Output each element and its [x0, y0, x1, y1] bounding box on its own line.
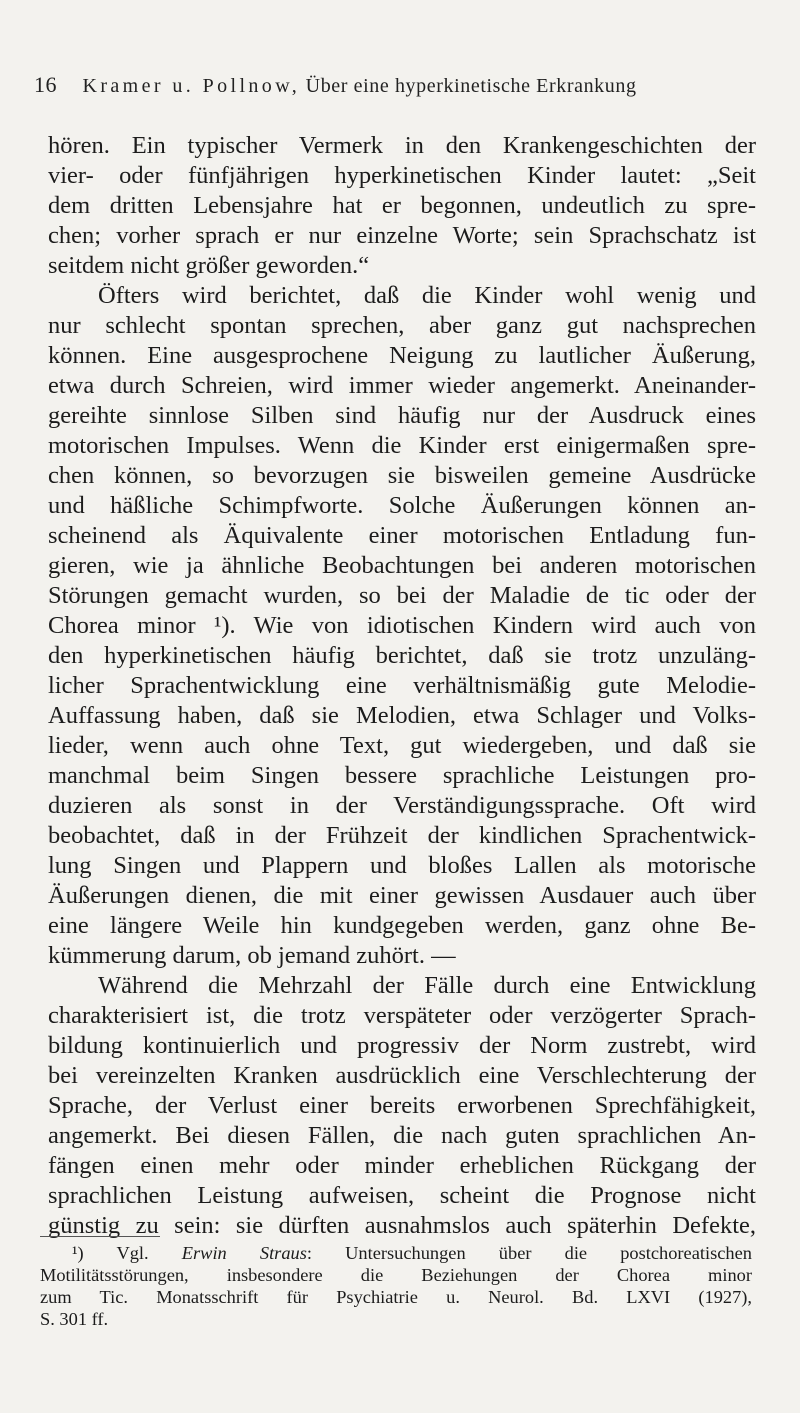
text-line: Sprache, der Verlust einer bereits erworbenen Sprechfähigkeit, — [48, 1092, 756, 1119]
running-head — [34, 72, 734, 102]
text-line: fängen einen mehr oder minder erheblichen Rückgang der — [48, 1152, 756, 1179]
text-line: Äußerungen dienen, die mit einer gewissen Ausdauer auch über — [48, 882, 756, 909]
text-line: bildung kontinuierlich und progressiv der Norm zustrebt, wird — [48, 1032, 756, 1059]
text-line: licher Sprachentwicklung eine verhältnismäßig gute Melodie- — [48, 672, 756, 699]
text-line: den hyperkinetischen häufig berichtet, daß sie trotz unzuläng- — [48, 642, 756, 669]
footnote-marker: ¹) — [72, 1243, 84, 1263]
text-line: hören. Ein typischer Vermerk in den Krankengeschichten der — [48, 132, 756, 159]
text-line: angemerkt. Bei diesen Fällen, die nach guten sprachlichen An- — [48, 1122, 756, 1149]
text-line: lieder, wenn auch ohne Text, gut wiedergeben, und daß sie — [48, 732, 756, 759]
text-line: charakterisiert ist, die trotz verspäteter oder verzögerter Sprach- — [48, 1002, 756, 1029]
body-text — [48, 131, 756, 1241]
text-line: und häßliche Schimpfworte. Solche Äußerungen können an- — [48, 492, 756, 519]
text-line: gieren, wie ja ähnliche Beobachtungen bei anderen motorischen — [48, 552, 756, 579]
text-line: Auffassung haben, daß sie Melodien, etwa Schlager und Volks- — [48, 702, 756, 729]
text-line: günstig zu sein: sie dürften ausnahmslos auch späterhin Defekte, — [48, 1212, 756, 1239]
text-line: Öfters wird berichtet, daß die Kinder wohl wenig und — [98, 282, 756, 309]
running-head-title: Über eine hyperkinetische Erkrankung — [305, 75, 637, 97]
footnote-line: Motilitätsstörungen, insbesondere die Beziehungen der Chorea minor — [40, 1265, 752, 1285]
footnote-prefix: Vgl. — [116, 1243, 149, 1263]
text-line: beobachtet, daß in der Frühzeit der kindlichen Sprachentwick- — [48, 822, 756, 849]
footnote — [40, 1242, 752, 1330]
text-line: lung Singen und Plappern und bloßes Lallen als motorische — [48, 852, 756, 879]
text-line: vier- oder fünfjährigen hyperkinetischen Kinder lautet: „Seit — [48, 162, 756, 189]
text-line: etwa durch Schreien, wird immer wieder angemerkt. Aneinander- — [48, 372, 756, 399]
text-line: motorischen Impulses. Wenn die Kinder erst einigermaßen spre- — [48, 432, 756, 459]
text-line: manchmal beim Singen bessere sprachliche Leistungen pro- — [48, 762, 756, 789]
text-line: Störungen gemacht wurden, so bei der Maladie de tic oder der — [48, 582, 756, 609]
page-number: 16 — [34, 72, 57, 97]
text-line: seitdem nicht größer geworden.“ — [48, 252, 370, 279]
footnote-line — [40, 1242, 752, 1264]
text-line: kümmerung darum, ob jemand zuhört. — — [48, 942, 456, 969]
text-line: chen; vorher sprach er nur einzelne Worte; sein Sprachschatz ist — [48, 222, 756, 249]
text-line: duzieren als sonst in der Verständigungssprache. Oft wird — [48, 792, 756, 819]
footnote-title: : Untersuchungen über die postchoreatischen — [306, 1243, 752, 1263]
text-line: können. Eine ausgesprochene Neigung zu lautlicher Äußerung, — [48, 342, 756, 369]
footnote-author: Erwin Straus — [181, 1243, 307, 1263]
footnote-line: zum Tic. Monatsschrift für Psychiatrie u. Neurol. Bd. LXVI (1927), — [40, 1287, 752, 1307]
text-line: scheinend als Äquivalente einer motorischen Entladung fun- — [48, 522, 756, 549]
text-line: eine längere Weile hin kundgegeben werden, ganz ohne Be- — [48, 912, 756, 939]
text-line: Chorea minor ¹). Wie von idiotischen Kindern wird auch von — [48, 612, 756, 639]
footnote-line: S. 301 ff. — [40, 1309, 109, 1329]
text-line: sprachlichen Leistung aufweisen, scheint die Prognose nicht — [48, 1182, 756, 1209]
text-line: nur schlecht spontan sprechen, aber ganz gut nachsprechen — [48, 312, 756, 339]
text-line: dem dritten Lebensjahre hat er begonnen, undeutlich zu spre- — [48, 192, 756, 219]
text-line: gereihte sinnlose Silben sind häufig nur der Ausdruck eines — [48, 402, 756, 429]
text-line: Während die Mehrzahl der Fälle durch eine Entwicklung — [98, 972, 756, 999]
running-head-authors: Kramer u. Pollnow, — [82, 75, 301, 97]
text-line: bei vereinzelten Kranken ausdrücklich eine Verschlechterung der — [48, 1062, 756, 1089]
footnote-rule — [40, 1236, 160, 1237]
text-line: chen können, so bevorzugen sie bisweilen gemeine Ausdrücke — [48, 462, 756, 489]
